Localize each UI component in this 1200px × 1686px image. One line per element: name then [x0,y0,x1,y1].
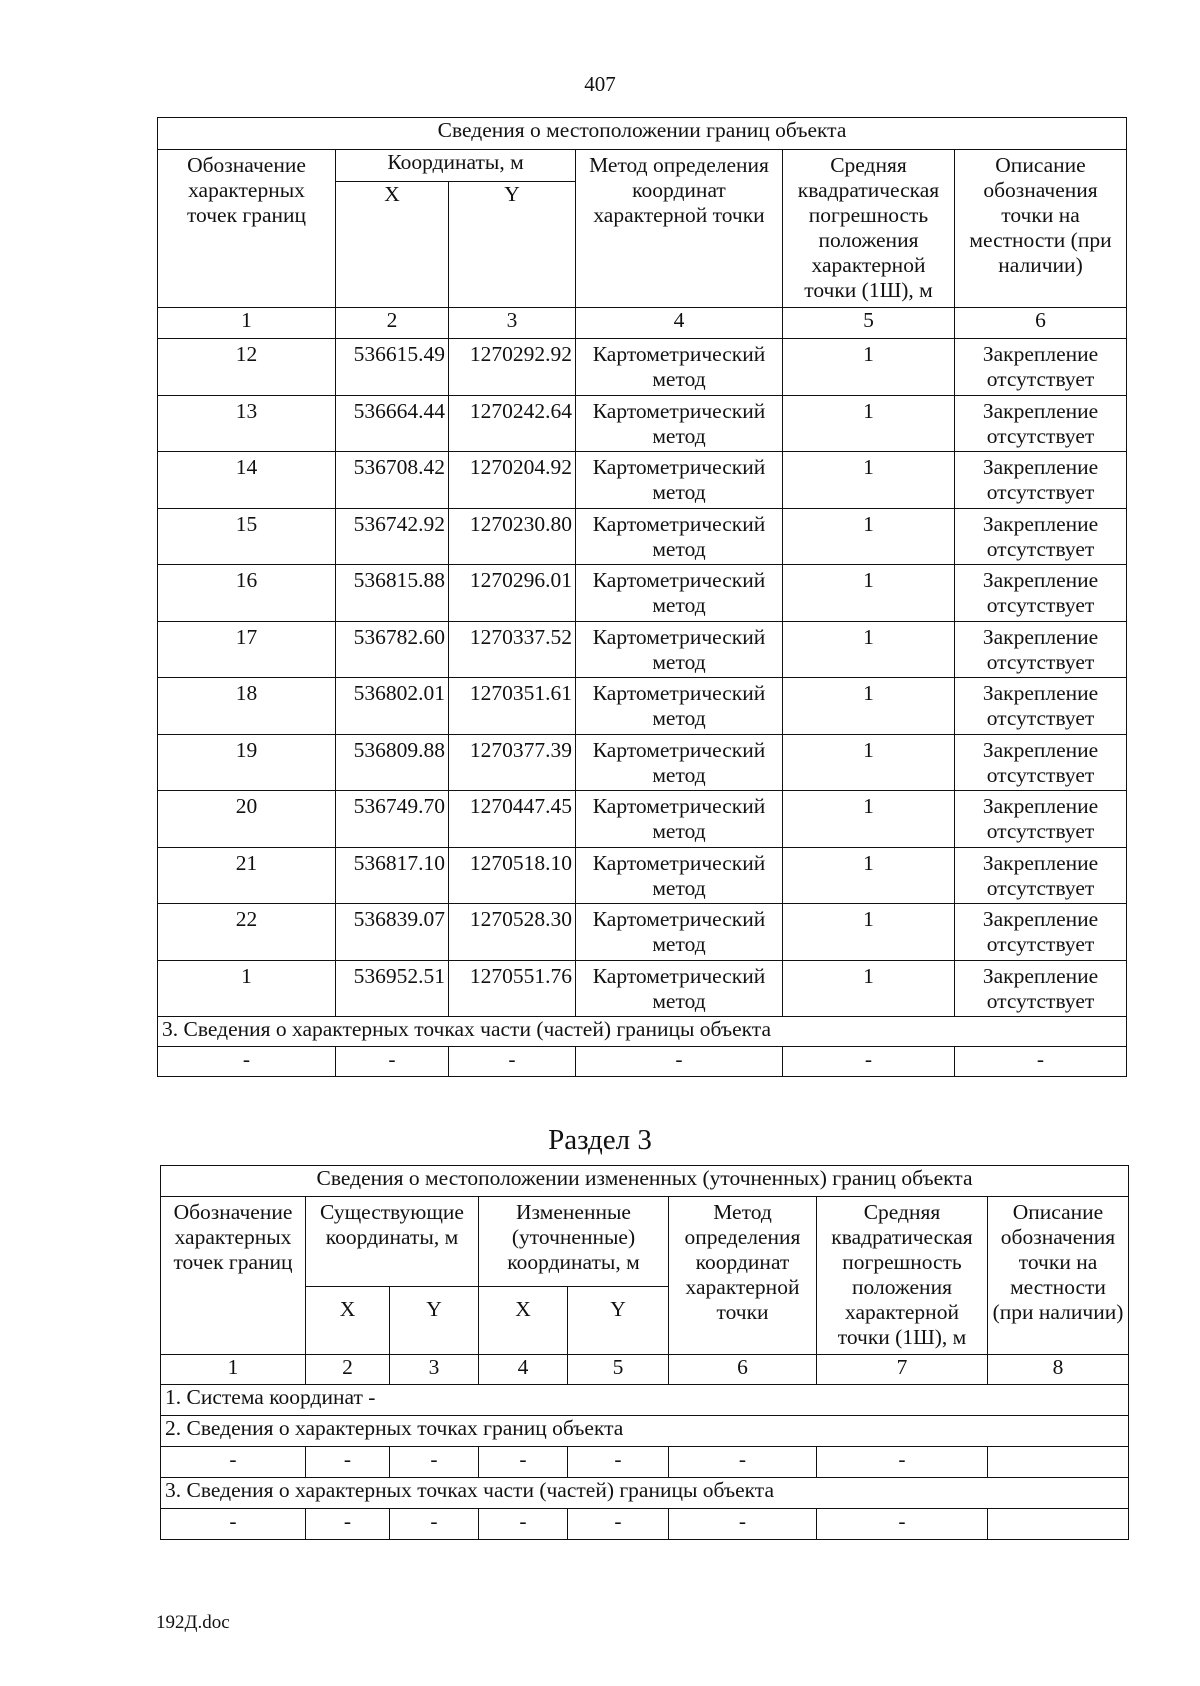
empty-cell: - [479,1447,568,1478]
header-y: Y [449,182,576,308]
empty-cell [988,1509,1129,1540]
point-cell: 16 [158,565,336,622]
col-number: 1 [158,308,336,339]
x-cell: 536782.60 [336,621,449,678]
error-cell: 1 [783,847,955,904]
description-cell: Закрепление отсутствует [955,791,1127,848]
x-cell: 536815.88 [336,565,449,622]
method-cell: Картометрический метод [576,678,783,735]
page-number: 407 [584,72,616,96]
error-cell: 1 [783,960,955,1017]
table-row [158,452,1127,509]
method-cell: Картометрический метод [576,452,783,509]
y-cell: 1270337.52 [449,621,576,678]
table-row [158,508,1127,565]
header-description: Описание обозначения точки на местности (при наличии) [988,1197,1129,1355]
method-cell: Картометрический метод [576,904,783,961]
point-cell: 19 [158,734,336,791]
empty-cell: - [783,1047,955,1077]
empty-cell: - [817,1509,988,1540]
y-cell: 1270230.80 [449,508,576,565]
header-error: Средняя квадратическая погрешность положения характерной точки (1Ш), м [783,150,955,308]
method-cell: Картометрический метод [576,395,783,452]
col-number: 5 [568,1355,669,1385]
method-cell: Картометрический метод [576,960,783,1017]
table-row [158,395,1127,452]
description-cell: Закрепление отсутствует [955,734,1127,791]
col-number: 7 [817,1355,988,1385]
error-cell: 1 [783,621,955,678]
error-cell: 1 [783,452,955,509]
table-row [158,734,1127,791]
empty-cell [988,1447,1129,1478]
header-method: Метод определения координат характерной точки [669,1197,817,1355]
col-number: 3 [449,308,576,339]
empty-cell: - [817,1447,988,1478]
y-cell: 1270204.92 [449,452,576,509]
description-cell: Закрепление отсутствует [955,395,1127,452]
coord-system: 1. Система координат - [161,1385,1129,1416]
empty-cell: - [390,1447,479,1478]
table-row [158,847,1127,904]
y-cell: 1270518.10 [449,847,576,904]
method-cell: Картометрический метод [576,508,783,565]
table-row [158,960,1127,1017]
description-cell: Закрепление отсутствует [955,904,1127,961]
description-cell: Закрепление отсутствует [955,508,1127,565]
error-cell: 1 [783,339,955,396]
description-cell: Закрепление отсутствует [955,847,1127,904]
empty-cell: - [306,1509,390,1540]
col-number: 8 [988,1355,1129,1385]
header-x: X [336,182,449,308]
y-cell: 1270351.61 [449,678,576,735]
table-title: Сведения о местоположении измененных (уточненных) границ объекта [161,1166,1129,1197]
description-cell: Закрепление отсутствует [955,339,1127,396]
header-description: Описание обозначения точки на местности (при наличии) [955,150,1127,308]
y-cell: 1270242.64 [449,395,576,452]
y-cell: 1270528.30 [449,904,576,961]
y-cell: 1270292.92 [449,339,576,396]
error-cell: 1 [783,508,955,565]
x-cell: 536615.49 [336,339,449,396]
empty-cell: - [568,1509,669,1540]
point-cell: 21 [158,847,336,904]
empty-cell: - [390,1509,479,1540]
header-y: Y [390,1287,479,1355]
description-cell: Закрепление отсутствует [955,621,1127,678]
empty-cell: - [955,1047,1127,1077]
section-title: Раздел 3 [548,1124,652,1156]
description-cell: Закрепление отсутствует [955,678,1127,735]
empty-cell: - [669,1447,817,1478]
empty-cell: - [161,1447,306,1478]
header-coords: Координаты, м [336,150,576,182]
x-cell: 536817.10 [336,847,449,904]
empty-cell: - [158,1047,336,1077]
x-cell: 536802.01 [336,678,449,735]
error-cell: 1 [783,904,955,961]
point-cell: 13 [158,395,336,452]
header-y: Y [568,1287,669,1355]
x-cell: 536708.42 [336,452,449,509]
x-cell: 536809.88 [336,734,449,791]
error-cell: 1 [783,395,955,452]
col-number: 2 [306,1355,390,1385]
table-row [158,791,1127,848]
changed-boundary-table [160,1165,1129,1540]
y-cell: 1270377.39 [449,734,576,791]
section3-label: 3. Сведения о характерных точках части (частей) границы объекта [161,1478,1129,1509]
table-row [158,565,1127,622]
method-cell: Картометрический метод [576,847,783,904]
col-number: 6 [955,308,1127,339]
x-cell: 536749.70 [336,791,449,848]
point-cell: 22 [158,904,336,961]
col-number: 2 [336,308,449,339]
method-cell: Картометрический метод [576,791,783,848]
empty-cell: - [669,1509,817,1540]
method-cell: Картометрический метод [576,565,783,622]
x-cell: 536742.92 [336,508,449,565]
y-cell: 1270447.45 [449,791,576,848]
table-row [158,904,1127,961]
empty-cell: - [161,1509,306,1540]
empty-cell: - [306,1447,390,1478]
error-cell: 1 [783,565,955,622]
point-cell: 12 [158,339,336,396]
col-number: 4 [479,1355,568,1385]
col-number: 6 [669,1355,817,1385]
header-designation: Обозначение характерных точек границ [161,1197,306,1355]
empty-cell: - [336,1047,449,1077]
description-cell: Закрепление отсутствует [955,565,1127,622]
boundary-table [157,117,1127,1077]
header-changed-coords: Измененные (уточненные) координаты, м [479,1197,669,1287]
table-row [158,621,1127,678]
method-cell: Картометрический метод [576,734,783,791]
point-cell: 17 [158,621,336,678]
point-cell: 15 [158,508,336,565]
col-number: 3 [390,1355,479,1385]
header-x: X [479,1287,568,1355]
table-row [158,339,1127,396]
x-cell: 536952.51 [336,960,449,1017]
x-cell: 536839.07 [336,904,449,961]
y-cell: 1270296.01 [449,565,576,622]
empty-cell: - [479,1509,568,1540]
point-cell: 14 [158,452,336,509]
point-cell: 20 [158,791,336,848]
col-number: 5 [783,308,955,339]
empty-cell: - [576,1047,783,1077]
error-cell: 1 [783,734,955,791]
footer-filename: 192Д.doc [156,1612,230,1633]
point-cell: 1 [158,960,336,1017]
empty-cell: - [449,1047,576,1077]
table-row [158,678,1127,735]
header-method: Метод определения координат характерной точки [576,150,783,308]
error-cell: 1 [783,678,955,735]
method-cell: Картометрический метод [576,621,783,678]
error-cell: 1 [783,791,955,848]
section3-label: 3. Сведения о характерных точках части (частей) границы объекта [158,1017,1127,1047]
col-number: 4 [576,308,783,339]
description-cell: Закрепление отсутствует [955,960,1127,1017]
section2-label: 2. Сведения о характерных точках границ объекта [161,1416,1129,1447]
description-cell: Закрепление отсутствует [955,452,1127,509]
header-x: X [306,1287,390,1355]
header-existing-coords: Существующие координаты, м [306,1197,479,1287]
method-cell: Картометрический метод [576,339,783,396]
table-title: Сведения о местоположении границ объекта [158,118,1127,150]
point-cell: 18 [158,678,336,735]
col-number: 1 [161,1355,306,1385]
header-error: Средняя квадратическая погрешность положения характерной точки (1Ш), м [817,1197,988,1355]
y-cell: 1270551.76 [449,960,576,1017]
header-designation: Обозначение характерных точек границ [158,150,336,308]
x-cell: 536664.44 [336,395,449,452]
empty-cell: - [568,1447,669,1478]
